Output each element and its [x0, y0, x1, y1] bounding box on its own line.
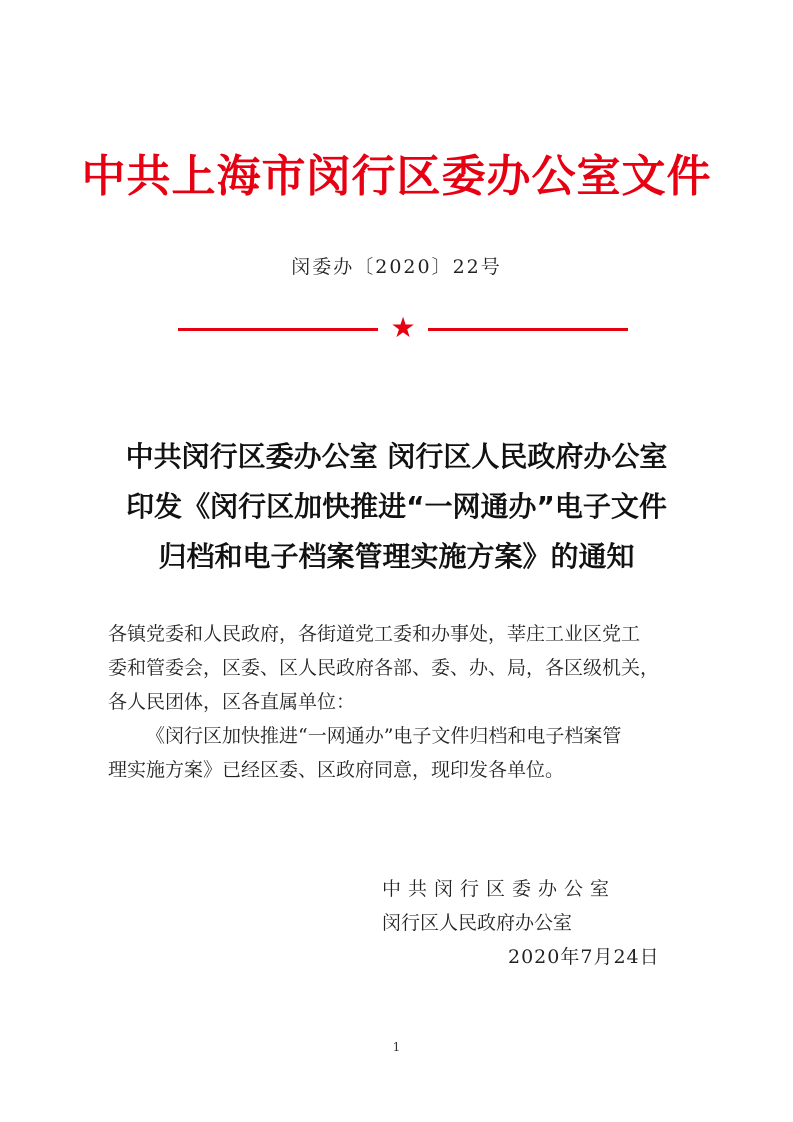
body-paragraph-line: 理实施方案》已经区委、区政府同意，现印发各单位。	[108, 759, 565, 781]
notice-body	[108, 617, 696, 787]
divider-line-right	[428, 328, 628, 331]
divider-line-left	[178, 328, 378, 331]
page-number: 1	[392, 1040, 401, 1054]
signature-date: 2020年7月24日	[508, 946, 660, 968]
addressee-line: 委和管委会，区委、区人民政府各部、委、办、局，各区级机关，	[108, 657, 660, 679]
signature-block	[382, 872, 682, 974]
addressee-line: 各人民团体，区各直属单位：	[108, 691, 356, 713]
notice-title-line: 中共闵行区委办公室 闵行区人民政府办公室	[125, 440, 668, 473]
star-icon: ★	[390, 311, 416, 344]
notice-title-line: 归档和电子档案管理实施方案》的通知	[158, 540, 635, 573]
signature-org-party-office: 中共闵行区委办公室	[382, 878, 617, 900]
notice-title-line: 印发《闵行区加快推进“一网通办”电子文件	[126, 490, 667, 523]
signature-org-government-office: 闵行区人民政府办公室	[382, 912, 573, 934]
notice-title	[60, 432, 733, 582]
body-paragraph-line: 《闵行区加快推进“一网通办”电子文件归档和电子档案管	[146, 725, 622, 747]
document-number: 闵委办〔2020〕22号	[291, 256, 502, 278]
addressee-line: 各镇党委和人民政府，各街道党工委和办事处，莘庄工业区党工	[108, 623, 641, 645]
red-divider	[178, 311, 628, 344]
document-header-title: 中共上海市闵行区委办公室文件	[81, 151, 712, 202]
